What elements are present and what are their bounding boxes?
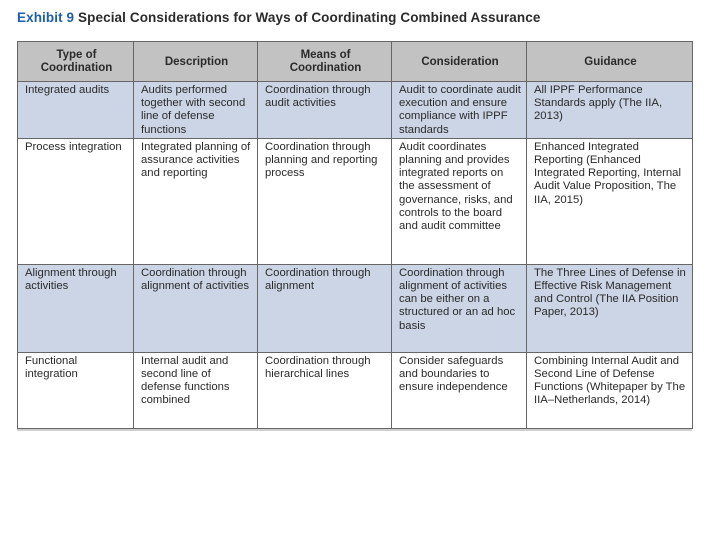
header-consideration: Consideration xyxy=(392,42,527,82)
cell-means: Coordination through planning and reporting process xyxy=(258,138,392,264)
cell-consideration: Audit coordinates planning and provides integrated reports on the assessment of governance, risks, and controls to the board and audit committee xyxy=(392,138,527,264)
header-type: Type of Coordination xyxy=(18,42,134,82)
cell-guidance: Combining Internal Audit and Second Line of Defense Functions (Whitepaper by The IIA–Netherlands, 2014) xyxy=(527,352,693,428)
table-row xyxy=(18,138,693,264)
coordination-table xyxy=(17,41,693,429)
table-frame xyxy=(17,41,692,431)
cell-description: Internal audit and second line of defense functions combined xyxy=(134,352,258,428)
cell-description: Audits performed together with second line of defense functions xyxy=(134,82,258,139)
exhibit-title-text: Special Considerations for Ways of Coordinating Combined Assurance xyxy=(78,10,541,25)
cell-type: Integrated audits xyxy=(18,82,134,139)
table-row xyxy=(18,82,693,139)
header-description: Description xyxy=(134,42,258,82)
cell-consideration: Coordination through alignment of activities can be either on a structured or an ad hoc basis xyxy=(392,264,527,352)
cell-description: Integrated planning of assurance activities and reporting xyxy=(134,138,258,264)
table-row xyxy=(18,352,693,428)
exhibit-title xyxy=(17,10,540,25)
cell-guidance: All IPPF Performance Standards apply (The IIA, 2013) xyxy=(527,82,693,139)
cell-means: Coordination through alignment xyxy=(258,264,392,352)
cell-means: Coordination through audit activities xyxy=(258,82,392,139)
cell-consideration: Consider safeguards and boundaries to ensure independence xyxy=(392,352,527,428)
header-means: Means of Coordination xyxy=(258,42,392,82)
table-header-row xyxy=(18,42,693,82)
cell-type: Process integration xyxy=(18,138,134,264)
cell-type: Alignment through activities xyxy=(18,264,134,352)
exhibit-number: Exhibit 9 xyxy=(17,10,75,25)
cell-type: Functional integration xyxy=(18,352,134,428)
cell-means: Coordination through hierarchical lines xyxy=(258,352,392,428)
cell-consideration: Audit to coordinate audit execution and ensure compliance with IPPF standards xyxy=(392,82,527,139)
cell-guidance: The Three Lines of Defense in Effective Risk Management and Control (The IIA Position Paper, 2013) xyxy=(527,264,693,352)
cell-description: Coordination through alignment of activities xyxy=(134,264,258,352)
table-row xyxy=(18,264,693,352)
header-guidance: Guidance xyxy=(527,42,693,82)
cell-guidance: Enhanced Integrated Reporting (Enhanced Integrated Reporting, Internal Audit Value Proposition, The IIA, 2015) xyxy=(527,138,693,264)
